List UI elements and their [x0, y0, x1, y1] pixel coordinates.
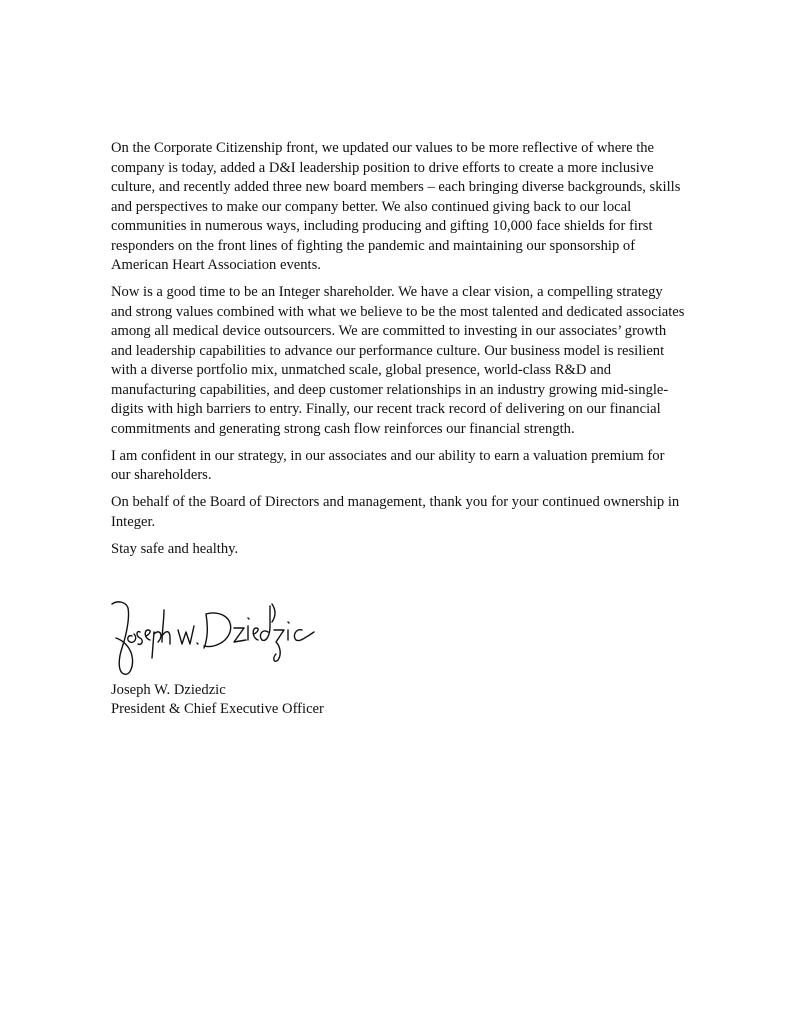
signer-name: Joseph W. Dziedzic [111, 682, 226, 698]
letter-body [111, 139, 686, 559]
paragraph-thank-you: On behalf of the Board of Directors and management, thank you for your continued ownership in Integer. [111, 494, 680, 530]
paragraph-shareholder-value: Now is a good time to be an Integer shareholder. We have a clear vision, a compelling strategy and strong values combined with what we believe to be the most talented and dedicated associates among all medical device outsourcers. We are committed to investing in our associates’ growth and leadership capabilities to advance our performance culture. Our business model is resilient with a diverse portfolio mix, unmatched scale, global presence, world-class R&D and manufacturing capabilities, and deep customer relationships in an industry growing mid-single-digits with high barriers to entry. Finally, our recent track record of delivering on our financial commitments and generating strong cash flow reinforces our financial strength. [111, 284, 685, 437]
paragraph-corporate-citizenship: On the Corporate Citizenship front, we updated our values to be more reflective of where the company is today, added a D&I leadership position to drive efforts to create a more inclusive culture, and recently added three new board members – each bringing diverse backgrounds, skills and perspectives to make our company better. We also continued giving back to our local communities in numerous ways, including producing and gifting 10,000 face shields for first responders on the front lines of fighting the pandemic and maintaining our sponsorship of American Heart Association events. [111, 140, 681, 273]
paragraph-closing: Stay safe and healthy. [111, 540, 239, 557]
handwritten-signature [108, 596, 318, 680]
signer-block [111, 681, 324, 719]
paragraph-confidence: I am confident in our strategy, in our associates and our ability to earn a valuation premium for our shareholders. [111, 447, 665, 483]
signer-title: President & Chief Executive Officer [111, 701, 324, 717]
